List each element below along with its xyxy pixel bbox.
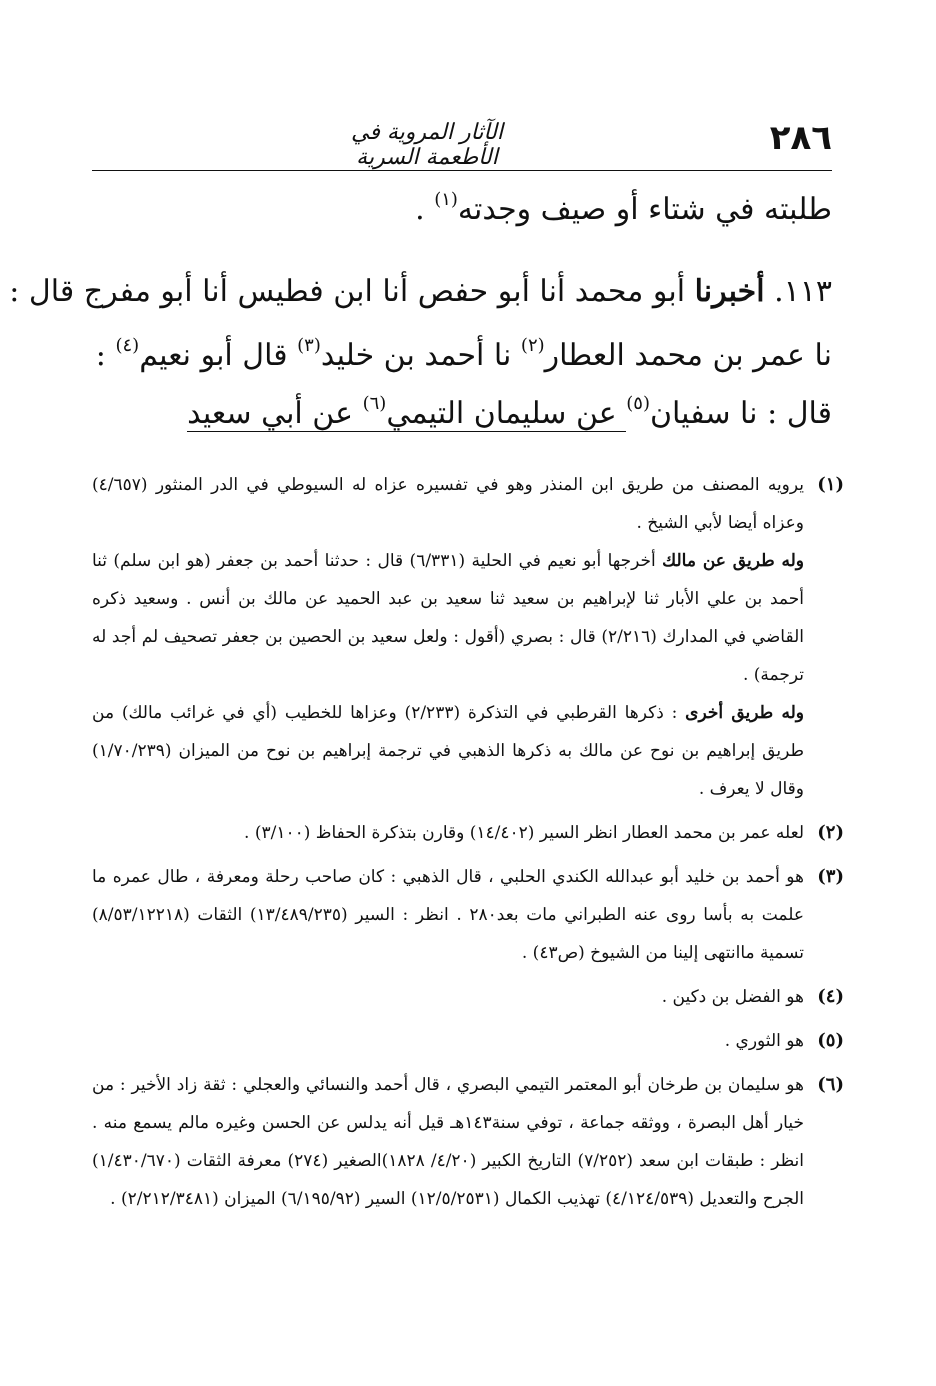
hadith-number: ١١٣. <box>774 274 832 309</box>
footnote-4-text: هو الفضل بن دكين . <box>661 987 804 1007</box>
footnote-1-paragraph-3 <box>92 694 844 808</box>
main-line-2 <box>9 262 832 322</box>
footnote-4 <box>92 978 844 1016</box>
main-line-4-a: قال : نا سفيان <box>649 396 832 431</box>
footnote-2-number: (٢) <box>817 822 844 843</box>
main-line-1-text: طلبته في شتاء أو صيف وجدته <box>457 192 832 227</box>
footnote-1-p2-keyword: وله طريق عن مالك <box>662 551 804 571</box>
footnote-5-text: هو الثوري . <box>724 1031 804 1051</box>
footnote-2 <box>92 814 844 852</box>
main-line-4 <box>92 384 832 444</box>
footnote-1-p3-text: : ذكرها القرطبي في التذكرة (٢/٢٣٣) وعزاها للخطيب (أي في غرائب مالك) من طريق إبراهيم بن نوح عن مالك به ذكرها الذهبي في ترجمة إبراهيم بن نوح من الميزان (١/٧٠/٢٣٩) وقال لا يعرف . <box>92 703 804 799</box>
footnote-ref-2: (٢) <box>520 335 545 356</box>
main-line-3-b: نا أحمد بن خليد <box>320 338 521 373</box>
footnote-4-number: (٤) <box>817 986 844 1007</box>
footnote-1-paragraph-2 <box>92 542 844 694</box>
footnote-6-text: هو سليمان بن طرخان أبو المعتمر التيمي البصري ، قال أحمد والنسائي والعجلي : ثقة زاد الأخير : من خيار أهل البصرة ، ووثقه جماعة ، توفي سنة١٤٣هـ قيل أنه يدلس عن الحسن وغيره مالم يسمع منه . انظر : طبقات ابن سعد (٧/٢٥٢) التاريخ الكبير (٤/٢٠/ ١٨٢٨)الصغير (٢٧٤) معرفة الثقات (١/٤٣٠/٦٧٠) الجرح والتعديل (٤/١٢٤/٥٣٩) تهذيب الكمال (١٢/٥/٢٥٣١) السير (٦/١٩٥/٩٢) الميزان (٢/٢١٢/٣٤٨١) . <box>92 1075 804 1209</box>
main-line-1-end: . <box>415 192 435 227</box>
main-line-4-underlined <box>187 393 627 432</box>
footnote-ref-1: (١) <box>434 189 458 210</box>
main-line-2-text: أبو محمد أنا أبو حفص أنا ابن فطيس أنا أبو مفرج قال : <box>9 274 695 309</box>
footnotes <box>92 466 844 1218</box>
footnote-5 <box>92 1022 844 1060</box>
main-line-3-d: : <box>95 338 116 373</box>
footnote-1-p2-text: أخرجها أبو نعيم في الحلية (٦/٣٣١) قال : حدثنا أحمد بن جعفر (هو ابن سلم) ثنا أحمد بن علي الأبار ثنا لإبراهيم بن سعيد ثنا سعيد بن عبد الحميد عن مالك بن أنس . وسعيد ذكره القاضي في المدارك (٢/٢١٦) قال : بصري (أقول : ولعل سعيد بن الحصين بن جعفر تصحيف لم أجد له ترجمة) . <box>92 551 804 685</box>
main-line-1 <box>92 180 832 240</box>
main-line-3-a: نا عمر بن محمد العطار <box>544 338 832 373</box>
footnote-3 <box>92 858 844 972</box>
footnote-ref-3: (٣) <box>297 335 321 356</box>
footnote-2-text: لعله عمر بن محمد العطار انظر السير (١٤/٤٠٢) وقارن بتذكرة الحفاظ (٣/١٠٠) . <box>244 823 804 843</box>
footnote-1-text: يرويه المصنف من طريق ابن المنذر وهو في تفسيره عزاه له السيوطي في الدر المنثور (٤/٦٥٧) وعزاه أيضا لأبي الشيخ . <box>92 475 804 533</box>
header-rule <box>92 170 832 171</box>
main-line-4-b: عن سليمان التيمي <box>386 396 627 431</box>
main-line-3 <box>92 326 832 386</box>
footnote-1-number: (١) <box>817 474 844 495</box>
footnote-1 <box>92 466 844 542</box>
footnote-3-text: هو أحمد بن خليد أبو عبدالله الكندي الحلبي ، قال الذهبي : كان صاحب رحلة ومعرفة ، طال عمره ما علمت به بأسا روى عنه الطبراني مات بعد٢٨٠ . انظر : السير (١٣/٤٨٩/٢٣٥) الثقات (٨/٥٣/١٢٢١٨) تسمية ماانتهى إلينا من الشيوخ (ص٤٣) . <box>92 867 805 963</box>
main-line-4-c: عن أبي سعيد <box>187 396 363 431</box>
hadith-keyword: أخبرنا <box>694 274 765 309</box>
footnote-3-number: (٣) <box>817 866 844 887</box>
running-title: الآثار المروية في الأطعمة السرية <box>350 120 504 170</box>
page-header <box>92 118 832 170</box>
page-number: ٢٨٦ <box>769 118 832 158</box>
footnote-ref-4: (٤) <box>115 335 140 356</box>
footnote-ref-6: (٦) <box>362 393 387 414</box>
main-text <box>9 180 832 450</box>
footnote-5-number: (٥) <box>817 1030 844 1051</box>
footnote-6 <box>92 1066 844 1218</box>
footnote-ref-5: (٥) <box>626 393 650 414</box>
main-line-3-c: قال أبو نعيم <box>139 338 298 373</box>
footnote-1-p3-keyword: وله طريق أخرى <box>685 703 804 723</box>
footnote-6-number: (٦) <box>817 1074 844 1095</box>
